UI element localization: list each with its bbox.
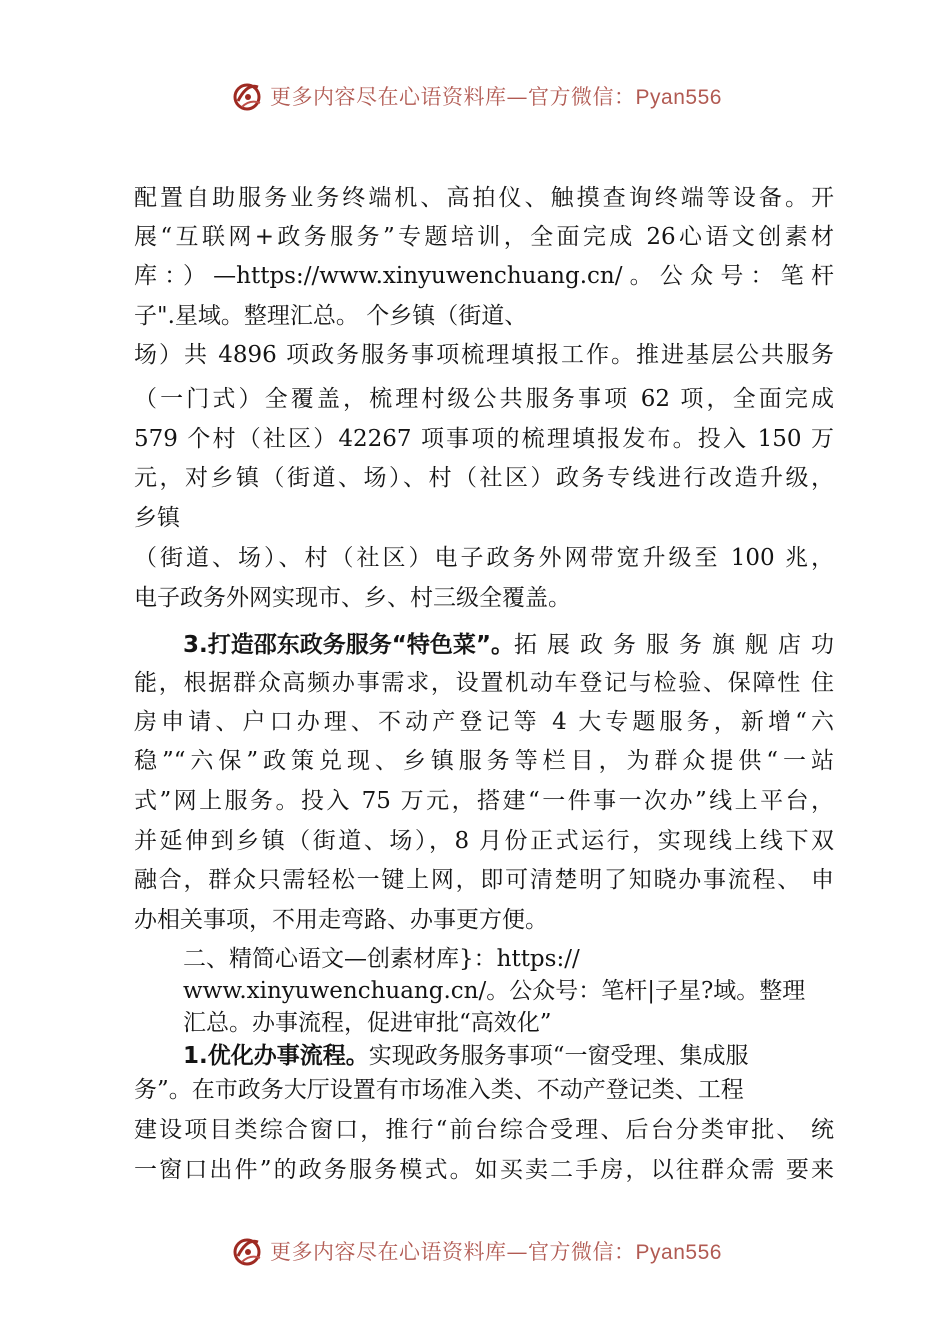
section-3-line <box>183 630 834 660</box>
section-2-heading-line-3: 汇总。办事流程，促进审批“高效化” <box>183 1010 552 1036</box>
subsection-1-line <box>183 1041 803 1071</box>
body-line-25: 建设项目类综合窗口，推行“前台综合受理、后台分类审批、 统 <box>134 1117 834 1143</box>
body-line-24: 务”。在市政务大厅设置有市场准入类、不动产登记类、工程 <box>134 1077 744 1103</box>
section-3-heading: 3.打造邵东政务服务“特色菜”。 <box>183 632 514 658</box>
section-3-text: 拓展政务服务旗舰店功 <box>513 632 834 658</box>
header-brand-text: 更多内容尽在心语资料库— <box>270 85 529 109</box>
body-line-26: 一窗口出件”的政务服务模式。如买卖二手房，以往群众需 要来 <box>134 1157 834 1183</box>
subsection-1-heading: 1.优化办事流程。 <box>183 1043 369 1069</box>
section-2-heading-line-1: 二、精简心语文—创素材库}：https:// <box>183 946 580 972</box>
subsection-1-text: 实现政务服务事项“一窗受理、集成服 <box>368 1043 749 1069</box>
brand-logo-icon <box>228 77 266 115</box>
body-line-3: 库：）—https://www.xinyuwenchuang.cn/。公众号：笔杆 <box>134 263 834 289</box>
body-line-14: 房申请、户口办理、不动产登记等 4 大专题服务，新增“六 <box>134 709 834 735</box>
body-line-7: 579 个村（社区）42267 项事项的梳理填报发布。投入 150 万 <box>134 426 834 452</box>
body-line-6: （一门式）全覆盖，梳理村级公共服务事项 62 项，全面完成 <box>134 386 834 412</box>
body-line-15: 稳”“六保”政策兑现、乡镇服务等栏目，为群众提供“一站 <box>134 748 834 774</box>
footer-wechat-text: 官方微信：Pyan556 <box>528 1241 722 1264</box>
body-line-5: 场）共 4896 项政务服务事项梳理填报工作。推进基层公共服务 <box>134 342 834 368</box>
body-line-11: 电子政务外网实现市、乡、村三级全覆盖。 <box>134 585 571 611</box>
footer-brand-text: 更多内容尽在心语资料库— <box>270 1240 529 1264</box>
header-watermark-banner <box>0 74 950 118</box>
body-line-18: 融合，群众只需轻松一键上网，即可清楚明了知晓办事流程、 申 <box>134 867 834 893</box>
body-line-8: 元，对乡镇（街道、场）、村（社区）政务专线进行改造升级， <box>134 465 834 491</box>
body-line-1: 配置自助服务业务终端机、高拍仪、触摸查询终端等设备。开 <box>134 185 834 211</box>
body-line-2: 展“互联网+政务服务”专题培训，全面完成 26心语文创素材 <box>134 224 834 250</box>
body-line-13: 能，根据群众高频办事需求，设置机动车登记与检验、保障性 住 <box>134 670 834 696</box>
body-line-4: 子".星域。整理汇总。 个乡镇（街道、 <box>134 303 528 329</box>
brand-logo-icon <box>228 1232 266 1270</box>
body-line-17: 并延伸到乡镇（街道、场），8 月份正式运行，实现线上线下双 <box>134 828 834 854</box>
body-line-16: 式”网上服务。投入 75 万元，搭建“一件事一次办”线上平台， <box>134 788 834 814</box>
header-wechat-text: 官方微信：Pyan556 <box>528 86 722 109</box>
footer-watermark-banner <box>0 1229 950 1273</box>
section-2-heading-line-2: www.xinyuwenchuang.cn/。公众号：笔杆|子星?域。整理 <box>183 978 806 1004</box>
body-line-10: （街道、场）、村（社区）电子政务外网带宽升级至 100 兆， <box>134 545 834 571</box>
body-line-19: 办相关事项，不用走弯路、办事更方便。 <box>134 907 548 933</box>
body-line-9: 乡镇 <box>134 505 180 531</box>
